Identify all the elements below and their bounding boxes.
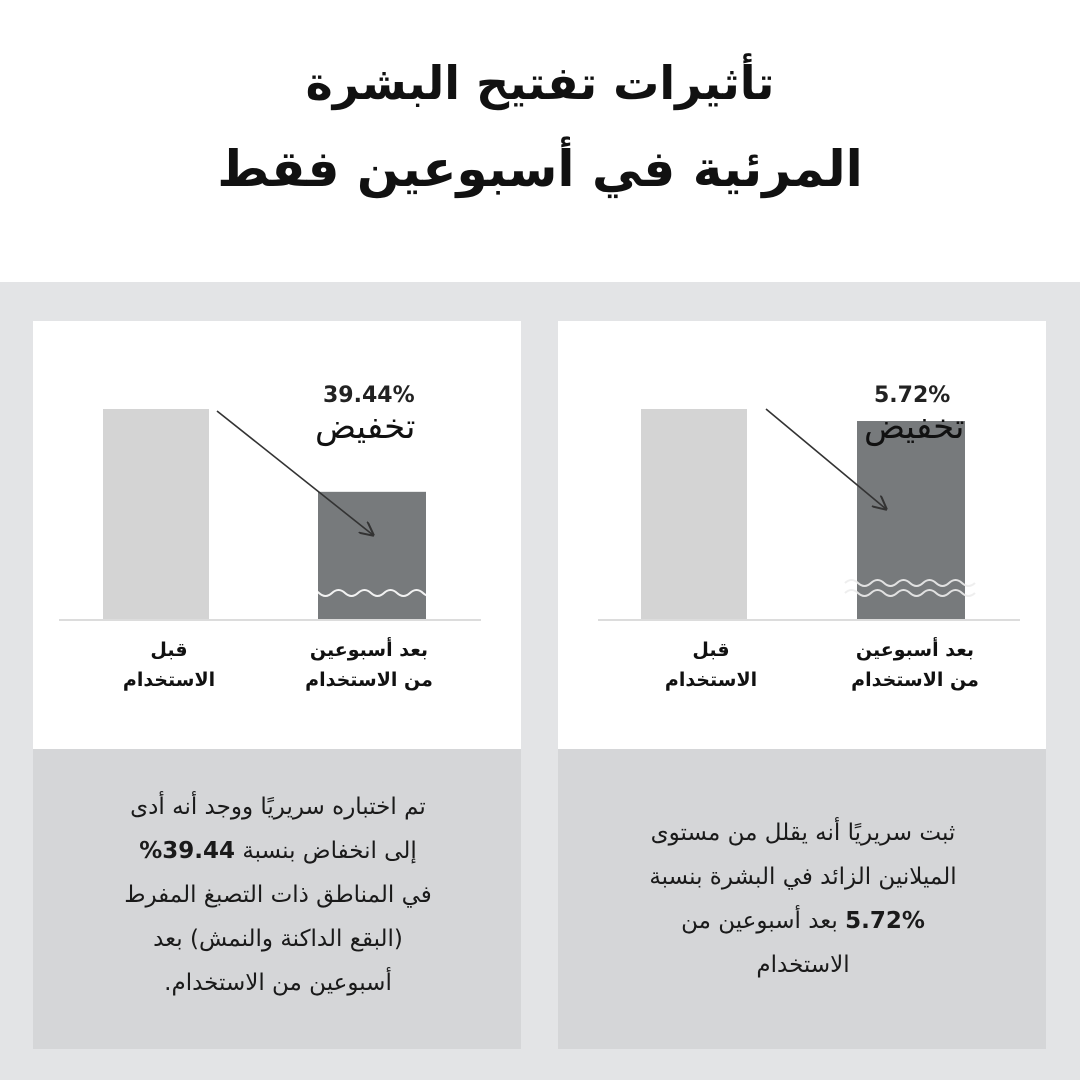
page-title-line-2: المرئية في أسبوعين فقط bbox=[217, 140, 863, 198]
x-label-after-line-1: بعد أسبوعين bbox=[309, 639, 429, 661]
reduction-percent-label: 39.44% bbox=[323, 383, 415, 408]
description-line-2: الميلانين الزائد في البشرة بنسبة bbox=[649, 864, 957, 890]
chart-panel-melanin bbox=[558, 321, 1046, 1049]
bar-after-two-weeks bbox=[318, 492, 426, 619]
description-line-3-post: بعد أسبوعين من bbox=[681, 908, 846, 934]
description-line-5: أسبوعين من الاستخدام. bbox=[164, 970, 392, 996]
x-label-before-line-1: قبل bbox=[692, 639, 730, 661]
x-label-before bbox=[631, 635, 791, 695]
description-text bbox=[63, 785, 493, 1005]
description-highlight-percent: 39.44% bbox=[139, 838, 236, 864]
x-label-before-line-1: قبل bbox=[150, 639, 188, 661]
title-area bbox=[0, 0, 1080, 282]
description-box bbox=[33, 749, 521, 1049]
x-label-after-line-1: بعد أسبوعين bbox=[855, 639, 975, 661]
description-box bbox=[558, 749, 1046, 1049]
description-line-3: في المناطق ذات التصبغ المفرط bbox=[124, 882, 432, 908]
x-label-before-line-2: الاستخدام bbox=[664, 669, 758, 691]
description-line-3 bbox=[578, 899, 1028, 943]
page-title-line-1: تأثيرات تفتيح البشرة bbox=[305, 56, 775, 110]
description-line-4: (البقع الداكنة والنمش) بعد bbox=[153, 926, 403, 952]
reduction-word-label: تخفيض bbox=[864, 407, 965, 447]
description-line-4: الاستخدام bbox=[756, 952, 850, 978]
x-label-before-line-2: الاستخدام bbox=[122, 669, 216, 691]
description-line-1: تم اختباره سريريًا ووجد أنه أدى bbox=[130, 794, 426, 820]
x-label-after-line-2: من الاستخدام bbox=[305, 669, 433, 691]
bar-before-use bbox=[103, 409, 209, 619]
reduction-word-label: تخفيض bbox=[315, 407, 416, 447]
bar-before-use bbox=[641, 409, 747, 619]
x-label-after bbox=[835, 635, 995, 695]
x-label-before bbox=[89, 635, 249, 695]
chart-card bbox=[558, 321, 1046, 749]
description-line-1: ثبت سريريًا أنه يقلل من مستوى bbox=[650, 820, 956, 846]
description-line-2-pre: إلى انخفاض بنسبة bbox=[235, 838, 417, 864]
x-label-after bbox=[289, 635, 449, 695]
description-line-2 bbox=[63, 829, 493, 873]
bar-after-two-weeks bbox=[857, 421, 965, 619]
description-highlight-percent: 5.72% bbox=[845, 908, 925, 934]
chart-card bbox=[33, 321, 521, 749]
chart-panel-hyperpigmentation bbox=[33, 321, 521, 1049]
reduction-percent-label: 5.72% bbox=[874, 383, 951, 408]
description-text bbox=[578, 811, 1028, 987]
x-label-after-line-2: من الاستخدام bbox=[851, 669, 979, 691]
